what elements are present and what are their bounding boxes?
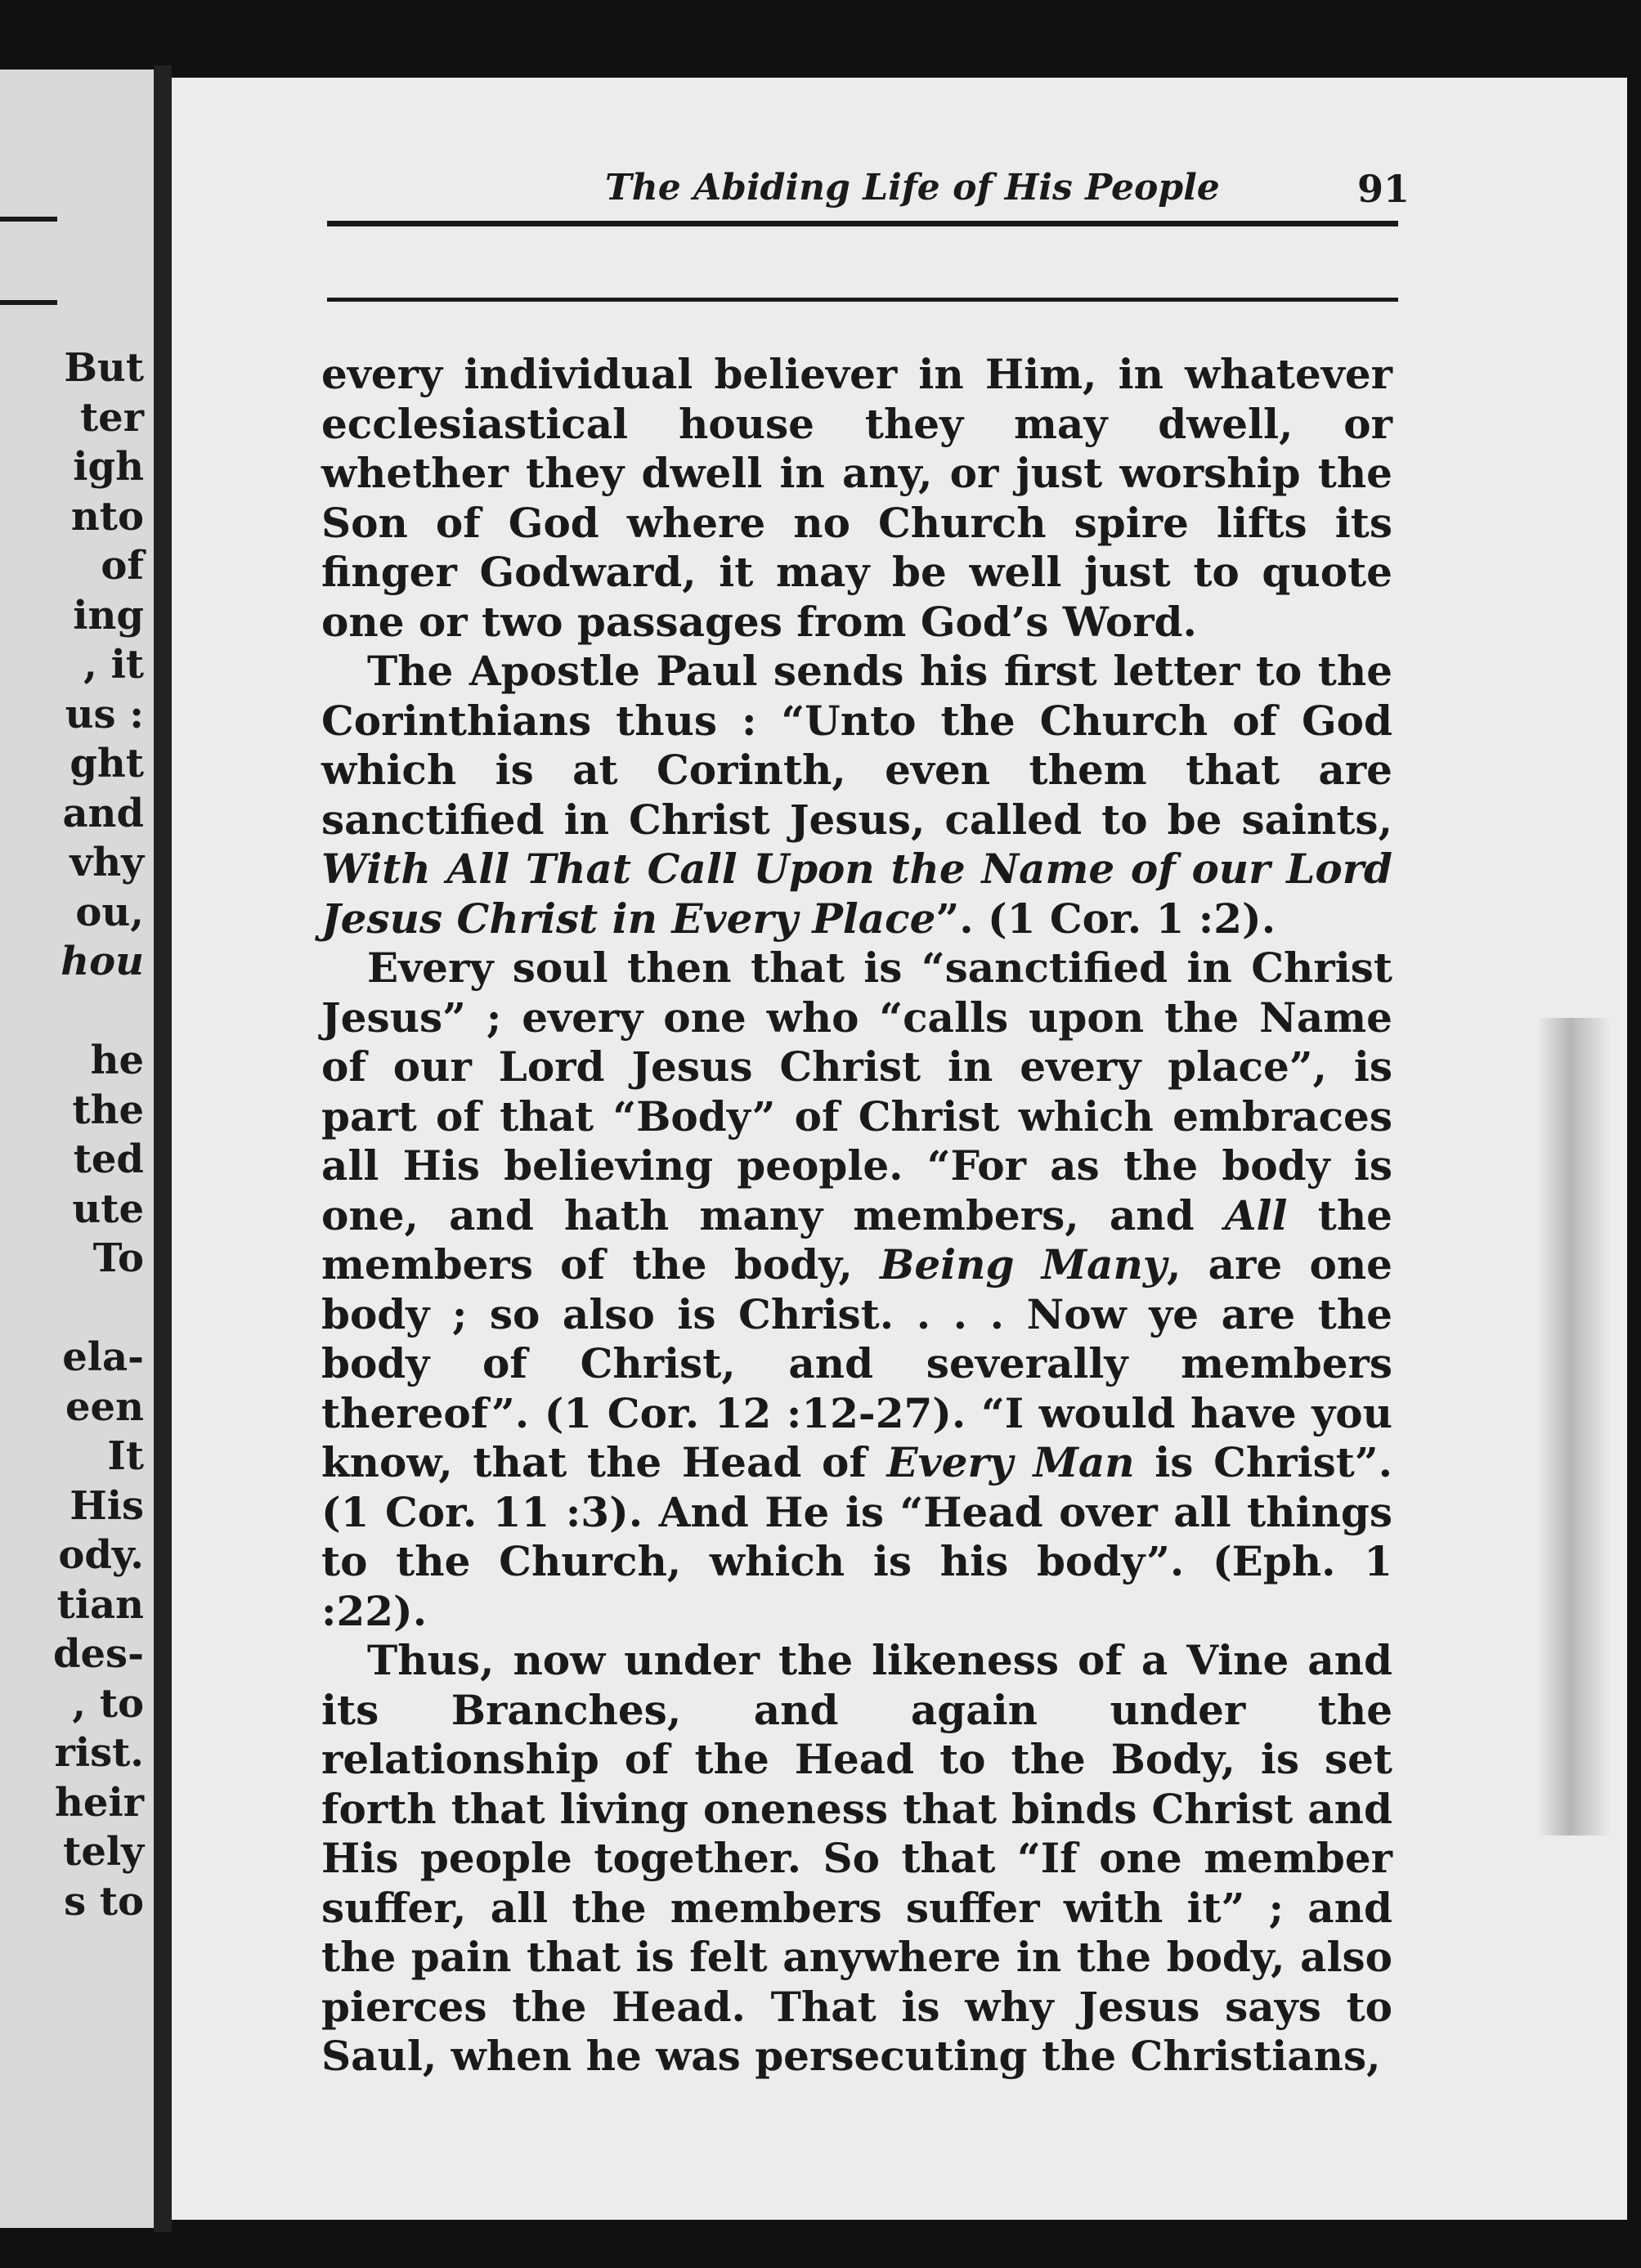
left-page-line: een bbox=[65, 1383, 144, 1430]
page-number: 91 bbox=[1357, 167, 1410, 211]
text-run: Thus, now under the likeness of a Vine and its Branches, and again under the relationship of the Head to the Body, is set forth that living oneness that binds Christ and His people together. So that “If one member suffer, all the members suffer with it” ; and the pain that is felt anywhere in the body, also pierces the Head. That is why Jesus says to Saul, when he was persecuting the Christians, bbox=[321, 1636, 1392, 2080]
left-page-line: ght bbox=[69, 741, 144, 787]
left-page-line: , to bbox=[72, 1680, 144, 1727]
left-page-line: tian bbox=[56, 1581, 144, 1628]
text-run: is Christ”. (1 Cor. 11 :3). And He is “Head over all things to the Church, which is his body”. (Eph. 1 :22). bbox=[321, 1438, 1393, 1635]
left-page-line: But bbox=[64, 345, 144, 391]
text-run: the members of the body, bbox=[321, 1190, 1392, 1289]
paragraph bbox=[321, 647, 1392, 944]
left-page-line: of bbox=[101, 543, 144, 589]
left-page-line: vhy bbox=[69, 840, 144, 885]
text-run: every individual believer in Him, in whatever ecclesiastical house they may dwell, or whether they dwell in any, or just worship the Son of God where no Church spire lifts its finger Godward, it may be well just to quote one or two passages from God’s Word. bbox=[321, 350, 1392, 646]
left-page-line: ter bbox=[80, 394, 144, 441]
paragraph bbox=[321, 944, 1392, 1636]
text-run: The Apostle Paul sends his first letter to the Corinthians thus : “Unto the Church of God which is at Corinth, even them that are sanctified in Christ Jesus, called to be saints, bbox=[321, 647, 1392, 844]
left-page-line: igh bbox=[73, 444, 144, 490]
text-run: ”. (1 Cor. 1 :2). bbox=[935, 894, 1276, 943]
left-page-line: us : bbox=[65, 691, 144, 737]
text-run: Every soul then that is “sanctified in Christ Jesus” ; every one who “calls upon the Name of our Lord Jesus Christ in every place”, is part of that “Body” of Christ which embraces all His believing people. “For as the body is one, and hath many members, and bbox=[321, 944, 1392, 1239]
running-head-title: The Abiding Life of His People bbox=[605, 167, 1220, 208]
left-page-line: ute bbox=[72, 1186, 144, 1232]
left-page-line: ody. bbox=[58, 1532, 144, 1578]
left-page-rule bbox=[0, 217, 57, 222]
left-page-line: ou, bbox=[75, 889, 144, 935]
italic-emphasis: All bbox=[1224, 1190, 1288, 1239]
page-body-text bbox=[321, 350, 1392, 2082]
paragraph bbox=[321, 1636, 1392, 2082]
italic-emphasis: Being Many bbox=[880, 1240, 1167, 1289]
page-edge-stain bbox=[1537, 1018, 1611, 1835]
text-run: , are one body ; so also is Christ. . . . Now ye are the body of Christ, and severally members thereof”. (1 Cor. 12 :12-27). “I would have you know, that the Head of bbox=[321, 1240, 1392, 1486]
left-page-line: , it bbox=[83, 642, 144, 688]
left-page-line: To bbox=[92, 1235, 144, 1281]
header-rule-bottom bbox=[327, 298, 1398, 302]
book-gutter bbox=[154, 65, 172, 2232]
left-page-line: tely bbox=[63, 1829, 144, 1875]
left-page-line: ted bbox=[73, 1136, 144, 1182]
left-page-line: His bbox=[69, 1482, 144, 1529]
italic-emphasis: With All That Call Upon the Name of our Lord Jesus Christ in Every Place bbox=[321, 845, 1392, 943]
left-page-line: and bbox=[62, 790, 144, 836]
left-page-line: des- bbox=[52, 1631, 144, 1677]
left-page-line: he bbox=[90, 1038, 144, 1083]
left-page-line: the bbox=[72, 1087, 144, 1133]
paragraph bbox=[321, 350, 1392, 647]
left-page-line: It bbox=[107, 1433, 144, 1479]
left-page-line: s to bbox=[64, 1878, 144, 1925]
left-page-line: heir bbox=[55, 1779, 144, 1826]
left-page-rule bbox=[0, 300, 57, 305]
left-page-line: rist. bbox=[54, 1730, 144, 1776]
left-facing-page bbox=[0, 69, 154, 2228]
left-page-line: nto bbox=[70, 493, 144, 540]
italic-emphasis: Every Man bbox=[886, 1438, 1135, 1486]
left-page-line: ing bbox=[73, 592, 144, 639]
left-page-line: hou bbox=[61, 939, 144, 984]
header-rule-top bbox=[327, 221, 1398, 226]
left-page-line: ela- bbox=[62, 1334, 144, 1380]
